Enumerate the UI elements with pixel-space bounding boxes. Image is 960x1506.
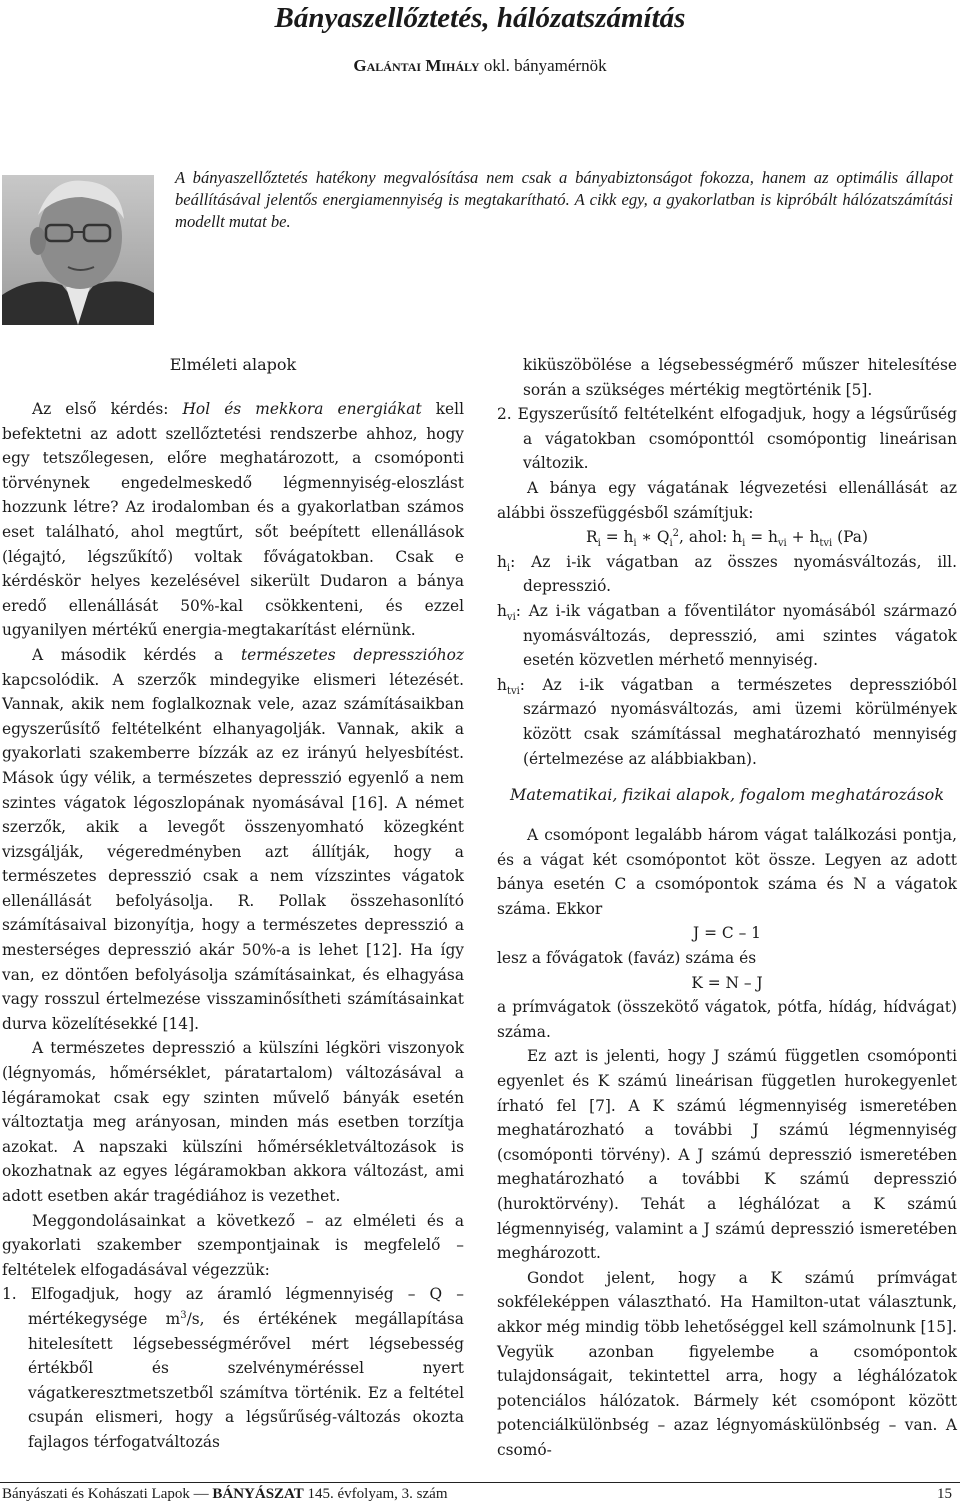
list-item: 1. Elfogadjuk, hogy az áramló légmennyiség – Q – mértékegysége $m^3/s$, és értékének megállapítása hitelesített légsebességmérővel mért légsebesség értékből és szelvényméréssel nyert vágatkeresztmetszetből számítva történik. Ez a feltétel csupán elismeri, hogy a légsűrűség-változás okozta fajlagos térfogatváltozás (2, 1285, 464, 1451)
article-title: Bányaszellőztetés, hálózatszámítás (274, 2, 686, 34)
right-column (497, 353, 957, 1463)
equation-k: K = N – J (691, 973, 763, 992)
paragraph: Meggondolásainkat a következő – az elméleti és a gyakorlati szakember szempontjainak is megfelelő – feltételek elfogadásával végezzük: (2, 1211, 464, 1279)
author-photo (2, 175, 154, 325)
list-item-continuation: kiküszöbölése a légsebességmérő műszer hitelesítése során a szükséges mértékig megtörténik [5]. (523, 356, 957, 399)
definition-item: $h_i$: Az i-ik vágatban az összes nyomásváltozás, ill. depresszió. (497, 552, 957, 596)
footer-journal: Bányászati és Kohászati Lapok — BÁNYÁSZAT 145. évfolyam, 3. szám (2, 1486, 448, 1502)
paragraph: Ez azt is jelenti, hogy J számú független csomóponti egyenlet és K számú lineárisan független hurokegyenlet írható fel [7]. A K számú légmennyiség ismeretében meghatározható a további J számú légmennyiség (csomóponti törvény). A J számú depresszió ismeretében meghatározható a további K számú depresszió (huroktörvény). Tehát a léghálózat a K számú légmennyiség, valamint a J számú depresszió ismeretében meghározott. (497, 1047, 957, 1263)
equation-j: J = C – 1 (693, 924, 761, 943)
paragraph: A bánya egy vágatának légvezetési ellenállását az alábbi összefüggésből számítjuk: (497, 478, 957, 522)
left-column (2, 353, 464, 1455)
definition-item: $h_{tvi}$: Az i-ik vágatban a természetes depresszióból származó nyomásváltozás, ami üzemi körülmények között csak számítással meghatározható mennyiség (értelmezése az alábbiakban). (497, 675, 957, 768)
paragraph: Az első kérdés: Hol és mekkora energiákat kell befektetni az adott szellőztetési rendszerbe ahhoz, hogy egy tetszőlegesen, előre meghatározott, a csomóponti törvénynek engedelmeskedő légmennyiség-eloszlást hozzunk létre? Az irodalomban és a gyakorlatban számos eset található, ahol megtűrt, sőt beépített ellenállások (légajtó, légszűkítő) voltak fővágatokban. Csak e kérdéskör helyes kezelésével sikerült Dudaron a bánya eredő ellenállását 50%-kal csökkenteni, és ezzel ugyanilyen mértékű energia-megtakarítást elérnünk. (2, 400, 464, 640)
author-portrait-icon (2, 175, 154, 325)
section-heading-theory: Elméleti alapok (169, 355, 297, 374)
definition-item: $h_{vi}$: Az i-ik vágatban a főventilátor nyomásából származó nyomásváltozás, depresszió, ami szintes vágatok esetén közvetlen mérhető mennyiség. (497, 601, 957, 670)
page-footer (0, 1482, 960, 1506)
equation-resistance: $R_i = h_i$ ∗ $Q_i^2$, ahol: $h_i = h_{vi} + h_{tvi}$ (Pa) (586, 528, 868, 550)
paragraph: lesz a fővágatok (faváz) száma és (497, 949, 757, 968)
page-number: 15 (937, 1486, 952, 1502)
section-heading-math: Matematikai, fizikai alapok, fogalom meghatározások (509, 785, 945, 805)
list-item: 2. Egyszerűsítő feltételként elfogadjuk, hogy a légsűrűség a vágatokban csomóponttól csomópontig lineárisan változik. (497, 405, 957, 473)
author-role: okl. bányamérnök (483, 56, 607, 75)
paragraph: A természetes depresszió a külszíni légköri viszonyok (légnyomás, hőmérséklet, páratartalom) változásával a légáramokat csak egy szinten művelő bányák esetén változtatja meg arányosan, minden más esetben torzítja azokat. A napszaki külszíni hőmérsékletváltozások is okozhatnak az egyes légáramokban akkora változást, ami adott esetben akár tragédiához is vezethet. (2, 1039, 464, 1205)
paragraph: Gondot jelent, hogy a K számú prímvágat sokféleképpen választható. Ha Hamilton-utat választunk, akkor még mindig több lehetőséggel kell számolnunk [15]. Vegyük azonban figyelembe a csomópontok tulajdonságait, tekintettel arra, hogy a léghálózatok potenciálos hálózatok. Bármely két csomópont között potenciálkülönbség – azaz légnyomáskülönbség – van. A csomó- (497, 1268, 957, 1459)
byline (0, 56, 960, 76)
paragraph: A csomópont legalább három vágat találkozási pontja, és a vágat két csomópontot köt össze. Legyen az adott bánya esetén C a csomópontok száma és N a vágatok száma. Ekkor (497, 826, 957, 918)
paragraph: a prímvágatok (összekötő vágatok, pótfa, hídág, hídvágat) száma. (497, 998, 957, 1041)
paragraph: A második kérdés a természetes depresszióhoz kapcsolódik. A szerzők mindegyike elismeri létezését. Vannak, akik nem foglalkoznak vele, azaz számításaikban egyszerűsítő feltételként elhanyagolják. Vannak, akik a gyakorlati szakemberre bízzák az ez irányú helyesbítést. Mások úgy vélik, a természetes depresszió egyenlő a nem szintes vágatok légoszlopának nyomásával [16]. A német szerzők, akik a levegőt összenyomható közegként vizsgálják, végeredményben azt állítják, hogy a természetes depresszió csak a nem vízszintes vágatok ellenállását befolyásolja. R. Pollak összehasonlító számításaival bizonyítja, hogy a természetes depresszió a mesterséges depresszió akár 50%-a is lehet [12]. Ha így van, ez döntően befolyásolja számításainkat, és elhagyása vagy rosszul értelmezése visszaminősítheti számításainkat durva közelítésekké [14]. (2, 645, 464, 1033)
author-name: Galántai Mihály (353, 56, 480, 75)
abstract: A bányaszellőztetés hatékony megvalósítása nem csak a bányabiztonságot fokozza, hanem az optimális állapot beállításával jelentős energiamennyiség is megtakarítható. A cikk egy, a gyakorlatban is kipróbált hálózatszámítási modellt mutat be. (175, 168, 953, 231)
